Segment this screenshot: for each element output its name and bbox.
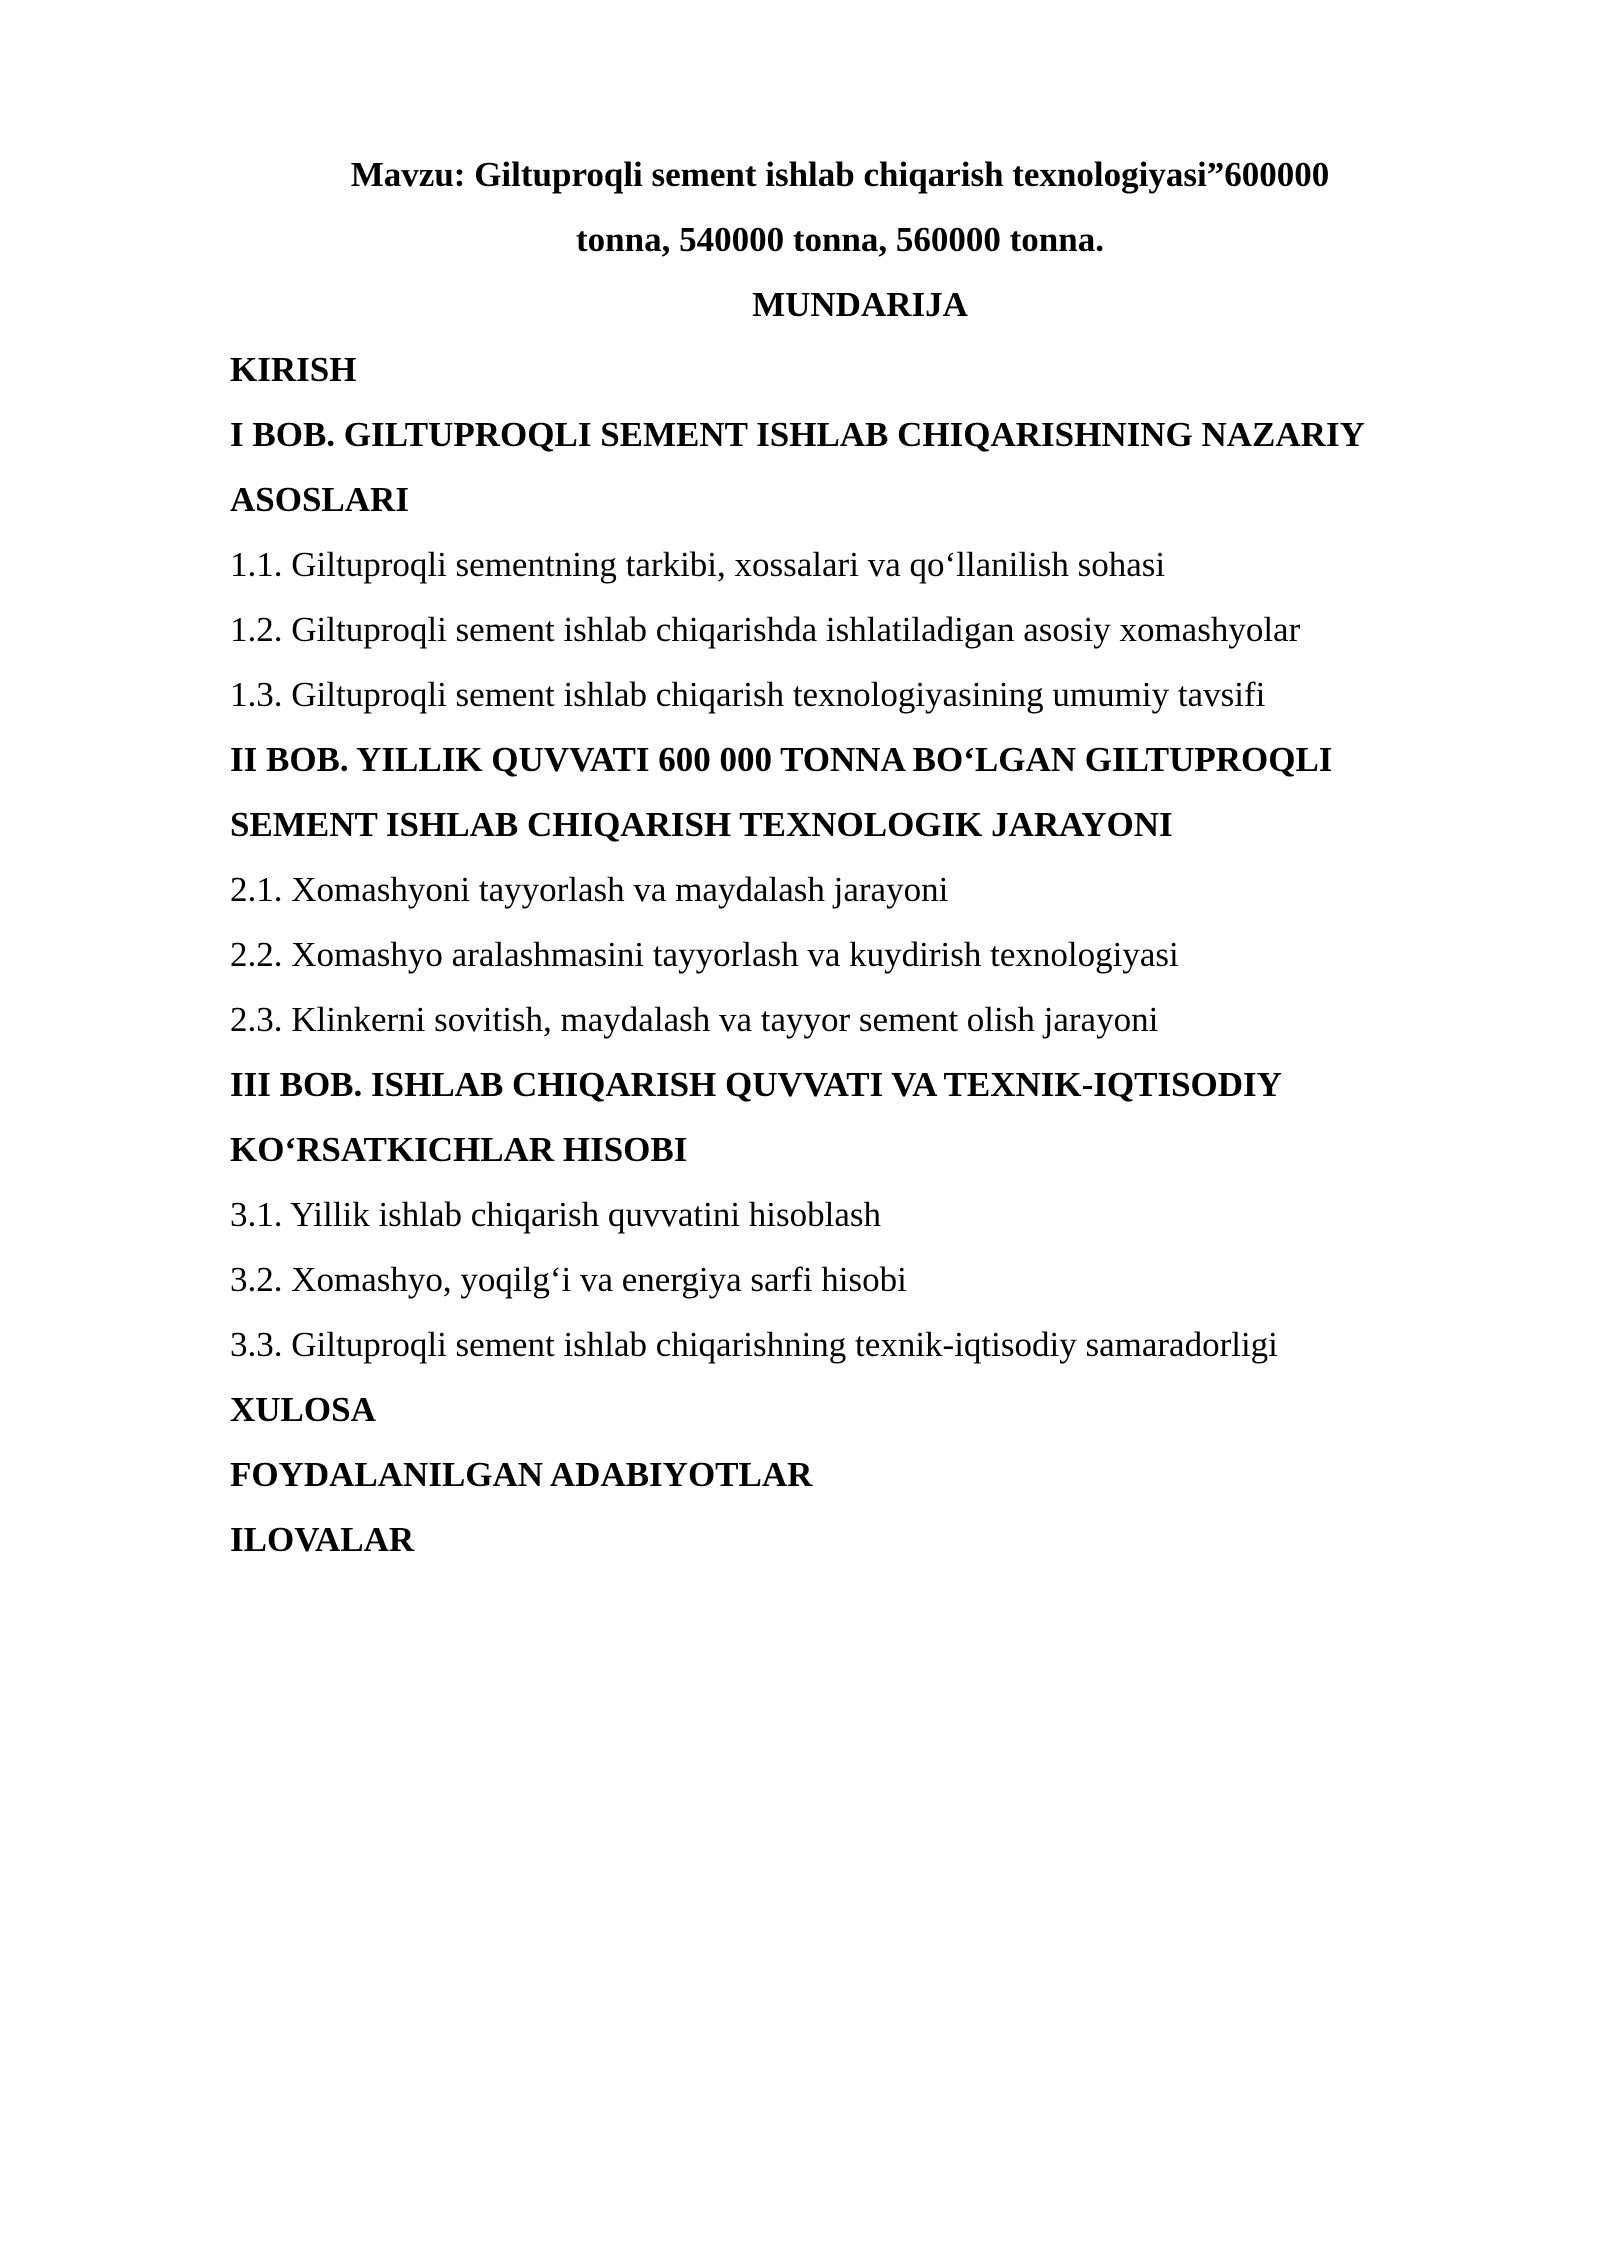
toc-chapter-heading: III BOB. ISHLAB CHIQARISH QUVVATI VA TEXNIK-IQTISODIY [230,1065,1282,1104]
toc-chapter-heading: ASOSLARI [230,480,409,519]
toc-chapter-heading: I BOB. GILTUPROQLI SEMENT ISHLAB CHIQARISHNING NAZARIY [230,415,1365,454]
toc-section-item: 2.3. Klinkerni sovitish, maydalash va tayyor sement olish jarayoni [230,1000,1159,1039]
title-line-1: Mavzu: Giltuproqli sement ishlab chiqarish texnologiyasi”600000 [350,155,1330,194]
table-of-contents [230,337,1470,1572]
toc-section-item: 2.1. Xomashyoni tayyorlash va maydalash jarayoni [230,870,949,909]
toc-chapter-heading: FOYDALANILGAN ADABIYOTLAR [230,1455,813,1494]
toc-chapter-heading: ILOVALAR [230,1520,415,1559]
document-title [230,142,1450,272]
toc-chapter-heading: XULOSA [230,1390,376,1429]
toc-chapter-heading: KIRISH [230,350,357,389]
toc-section-item: 3.2. Xomashyo, yoqilg‘i va energiya sarfi hisobi [230,1260,907,1299]
toc-section-item: 2.2. Xomashyo aralashmasini tayyorlash va kuydirish texnologiyasi [230,935,1179,974]
title-line-2: tonna, 540000 tonna, 560000 tonna. [575,220,1104,259]
toc-section-item: 3.3. Giltuproqli sement ishlab chiqarishning texnik-iqtisodiy samaradorligi [230,1325,1278,1364]
toc-chapter-heading: KO‘RSATKICHLAR HISOBI [230,1130,688,1169]
toc-chapter-heading: II BOB. YILLIK QUVVATI 600 000 TONNA BO‘LGAN GILTUPROQLI [230,740,1333,779]
toc-chapter-heading: SEMENT ISHLAB CHIQARISH TEXNOLOGIK JARAYONI [230,805,1173,844]
toc-section-item: 1.1. Giltuproqli sementning tarkibi, xossalari va qo‘llanilish sohasi [230,545,1166,584]
toc-heading: MUNDARIJA [752,285,968,324]
toc-section-item: 3.1. Yillik ishlab chiqarish quvvatini hisoblash [230,1195,882,1234]
toc-section-item: 1.3. Giltuproqli sement ishlab chiqarish texnologiyasining umumiy tavsifi [230,675,1266,714]
toc-section-item: 1.2. Giltuproqli sement ishlab chiqarishda ishlatiladigan asosiy xomashyolar [230,610,1301,649]
